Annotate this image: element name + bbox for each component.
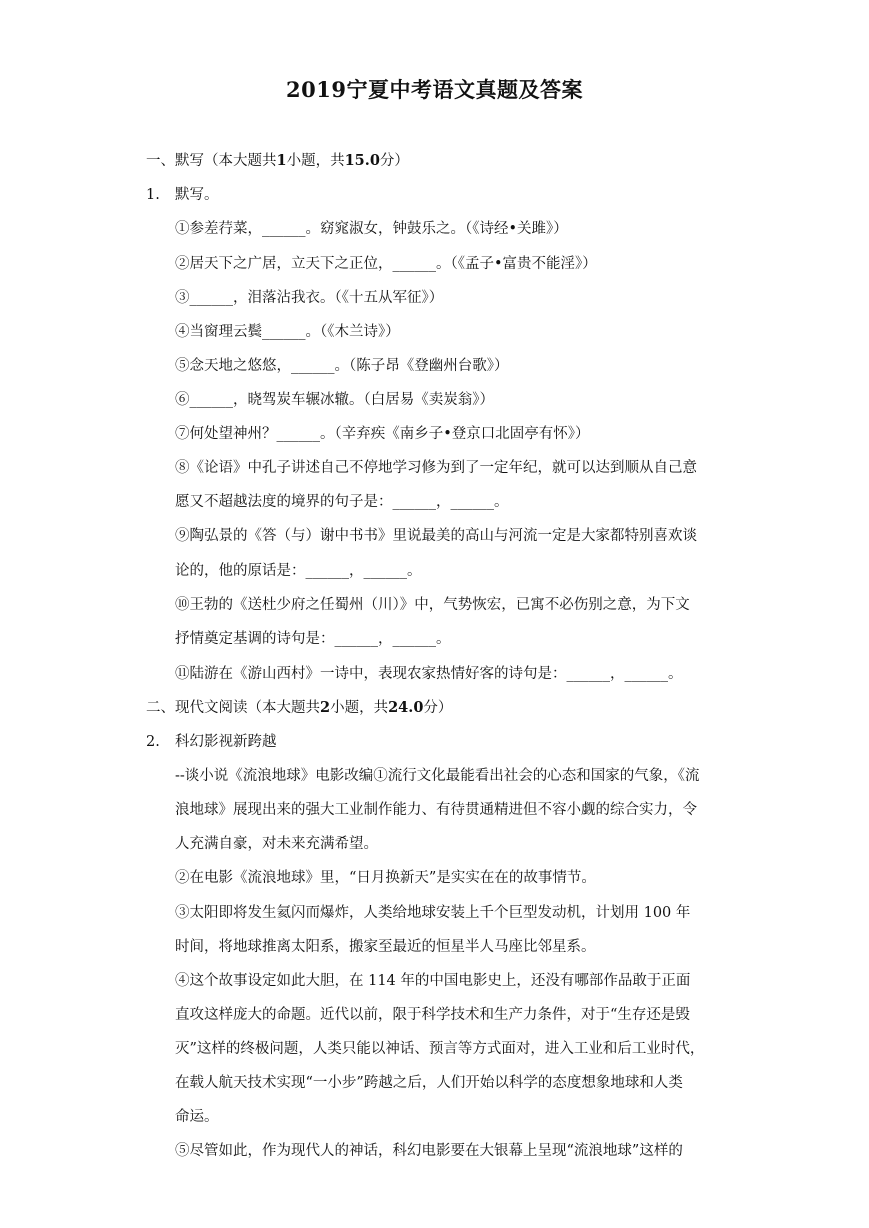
question-line: 愿又不超越法度的境界的句子是：______，______。 <box>175 494 509 510</box>
question-line: ⑧《论语》中孔子讲述自己不停地学习修为到了一定年纪，就可以达到顺从自己意 <box>175 460 697 476</box>
question-line: ③______，泪落沾我衣。（《十五从军征》） <box>175 290 444 306</box>
question-1 <box>146 185 219 205</box>
passage-line: 人充满自豪，对未来充满希望。 <box>175 836 378 852</box>
passage-line: ③太阳即将发生氦闪而爆炸，人类给地球安装上千个巨型发动机，计划用 100 年 <box>175 905 691 921</box>
question-line: ⑦何处望神州？______。（辛弃疾《南乡子•登京口北固亭有怀》） <box>175 426 590 442</box>
section-1-count: 1 <box>276 152 287 169</box>
passage-line: 直攻这样庞大的命题。近代以前，限于科学技术和生产力条件，对于“生存还是毁 <box>175 1007 690 1023</box>
question-line: ⑩王勃的《送杜少府之任蜀州（川）》中，气势恢宏，已寓不必伤别之意，为下文 <box>175 597 690 613</box>
section-2-mid: 小题，共 <box>330 700 389 716</box>
document-title: 2019宁夏中考语文真题及答案 <box>286 77 583 102</box>
passage-line: 时间，将地球推离太阳系，搬家至最近的恒星半人马座比邻星系。 <box>175 939 596 955</box>
section-1-prefix: 一、默写（本大题共 <box>146 153 277 169</box>
question-line: ①参差荇菜，______。窈窕淑女，钟鼓乐之。（《诗经•关雎》） <box>175 221 568 237</box>
passage-line: ④这个故事设定如此大胆，在 114 年的中国电影史上，还没有哪部作品敢于正面 <box>175 973 691 989</box>
question-line: ⑪陆游在《游山西村》一诗中，表现农家热情好客的诗句是：______，______。 <box>175 666 683 682</box>
section-heading-1 <box>146 151 409 171</box>
section-1-suffix: 分） <box>379 153 409 169</box>
section-1-mid: 小题，共 <box>286 153 345 169</box>
question-text: 科幻影视新跨越 <box>175 734 277 750</box>
section-2-score: 24.0 <box>388 699 424 716</box>
question-number: 2. <box>146 734 160 750</box>
question-line: 抒情奠定基调的诗句是：______，______。 <box>175 631 451 647</box>
question-line: ⑤念天地之悠悠，______。（陈子昂《登幽州台歌》） <box>175 358 509 374</box>
question-line: ⑨陶弘景的《答（与）谢中书书》里说最美的高山与河流一定是大家都特别喜欢谈 <box>175 528 697 544</box>
passage-line: --谈小说《流浪地球》电影改编①流行文化最能看出社会的心态和国家的气象，《流 <box>175 768 700 784</box>
passage-line: 命运。 <box>175 1109 219 1125</box>
passage-line: 灭”这样的终极问题，人类只能以神话、预言等方式面对，进入工业和后工业时代， <box>175 1041 705 1057</box>
question-text: 默写。 <box>175 187 219 203</box>
passage-line: 在载人航天技术实现“一小步”跨越之后，人们开始以科学的态度想象地球和人类 <box>175 1075 683 1091</box>
section-2-prefix: 二、现代文阅读（本大题共 <box>146 700 320 716</box>
question-2 <box>146 732 277 752</box>
passage-line: ②在电影《流浪地球》里，“日月换新天”是实实在在的故事情节。 <box>175 870 596 886</box>
passage-line: ⑤尽管如此，作为现代人的神话，科幻电影要在大银幕上呈现“流浪地球”这样的 <box>175 1143 683 1159</box>
question-line: ④当窗理云鬓______。（《木兰诗》） <box>175 324 400 340</box>
section-2-suffix: 分） <box>423 700 453 716</box>
section-heading-2 <box>146 698 452 718</box>
section-2-count: 2 <box>320 699 331 716</box>
question-line: 论的，他的原话是：______，______。 <box>175 563 422 579</box>
section-1-score: 15.0 <box>344 152 380 169</box>
question-number: 1. <box>146 187 160 203</box>
passage-line: 浪地球》展现出来的强大工业制作能力、有待贯通精进但不容小觑的综合实力，令 <box>175 802 697 818</box>
question-line: ⑥______，晓驾炭车辗冰辙。（白居易《卖炭翁》） <box>175 392 494 408</box>
question-line: ②居天下之广居，立天下之正位，______。（《孟子•富贵不能淫》） <box>175 256 597 272</box>
